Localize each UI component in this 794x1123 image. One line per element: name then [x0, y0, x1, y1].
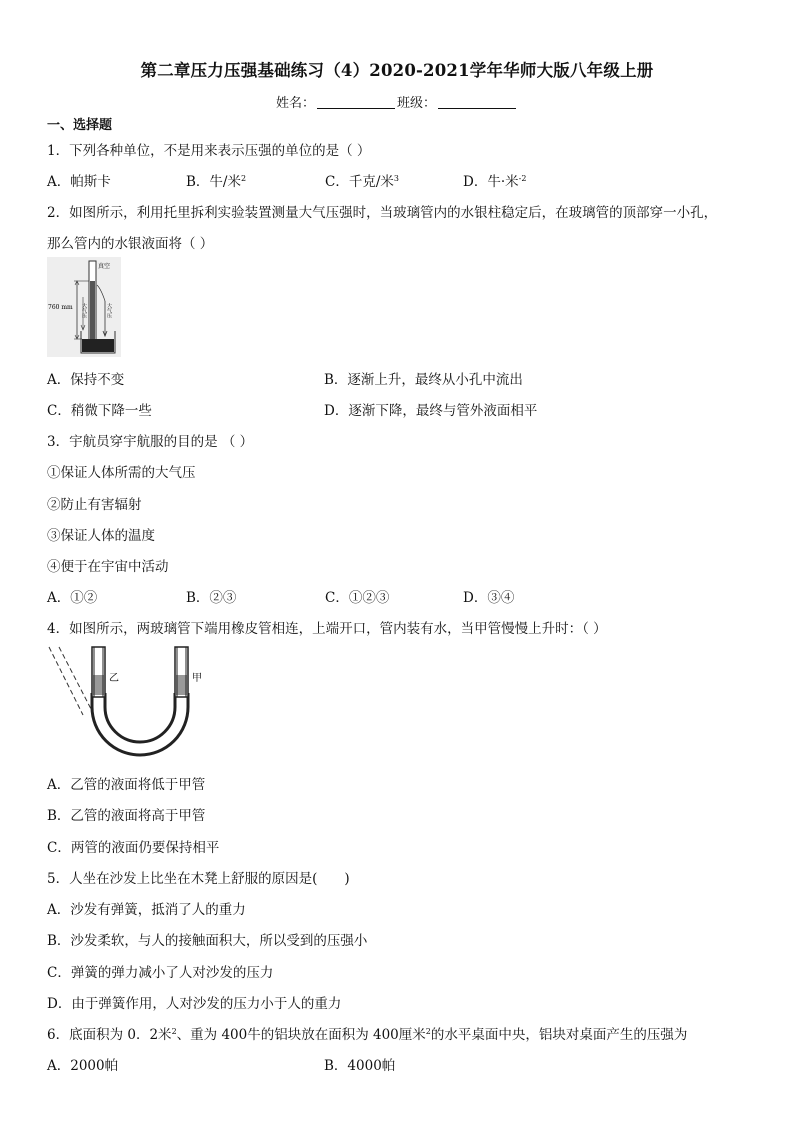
- q3-item-1: ①保证人体所需的大气压: [47, 465, 196, 481]
- fig-right-pressure-label: 大气压: [106, 303, 112, 318]
- q6-stem: 6．底面积为 0．2米$^2$、重为 400牛的铝块放在面积为 400厘米$^2$的水平桌面中央，铝块对桌面产生的压强为: [47, 1027, 688, 1043]
- torricelli-figure: [47, 257, 121, 357]
- fig-left-pressure-label: 大气压: [81, 303, 87, 318]
- q2-stem-line1: 2．如图所示，利用托里拆利实验装置测量大气压强时，当玻璃管内的水银柱稳定后，在玻璃管的顶部穿一小孔，: [47, 205, 718, 221]
- q2-stem-line2: 那么管内的水银液面将（ ）: [47, 236, 214, 252]
- q2-option-b: B．逐渐上升，最终从小孔中流出: [324, 372, 523, 388]
- q4-option-b: B．乙管的液面将高于甲管: [47, 808, 206, 824]
- class-blank[interactable]: [438, 96, 516, 109]
- q6-option-b: B．4000帕: [324, 1058, 396, 1074]
- q5-stem: 5．人坐在沙发上比坐在木凳上舒服的原因是( ): [47, 871, 350, 887]
- q3-option-b: B．②③: [186, 590, 237, 606]
- q4-option-c: C．两管的液面仍要保持相平: [47, 840, 220, 856]
- q1-option-a: A．帕斯卡: [47, 174, 111, 190]
- q3-stem: 3．宇航员穿宇航服的目的是 （ ）: [47, 434, 254, 450]
- q5-option-b: B．沙发柔软，与人的接触面积大，所以受到的压强小: [47, 933, 368, 949]
- q5-option-a: A．沙发有弹簧，抵消了人的重力: [47, 902, 246, 918]
- q3-item-2: ②防止有害辐射: [47, 497, 142, 513]
- page-title: 第二章压力压强基础练习（4）2020-2021学年华师大版八年级上册: [140, 61, 654, 80]
- q1-option-d: D．牛·米$^{-2}$: [463, 174, 527, 190]
- fig-vacuum-label: 真空: [98, 263, 111, 270]
- q2-option-c: C．稍微下降一些: [47, 403, 152, 419]
- fig-tube-yi-label: 乙: [109, 673, 119, 684]
- section-title: 一、选择题: [47, 118, 113, 133]
- q2-option-a: A．保持不变: [47, 372, 125, 388]
- q3-item-3: ③保证人体的温度: [47, 528, 155, 544]
- class-label: 班级：: [397, 96, 437, 111]
- q4-option-a: A．乙管的液面将低于甲管: [47, 777, 206, 793]
- q3-option-a: A．①②: [47, 590, 98, 606]
- name-label: 姓名：: [275, 96, 315, 111]
- q2-option-d: D．逐渐下降，最终与管外液面相平: [324, 403, 538, 419]
- q5-option-c: C．弹簧的弹力减小了人对沙发的压力: [47, 965, 274, 981]
- q1-stem: 1．下列各种单位，不是用来表示压强的单位的是（ ）: [47, 143, 371, 159]
- q4-stem: 4．如图所示，两玻璃管下端用橡皮管相连，上端开口，管内装有水，当甲管慢慢上升时：（ ）: [47, 621, 607, 637]
- q1-option-c: C．千克/米$^3$: [325, 174, 399, 190]
- q3-option-c: C．①②③: [325, 590, 390, 606]
- q6-option-a: A．2000帕: [47, 1058, 119, 1074]
- fig-tube-jia-label: 甲: [192, 673, 202, 684]
- student-info-line: [0, 92, 794, 111]
- fig-height-label: 760 mm: [48, 304, 73, 311]
- u-tube-figure: [47, 645, 217, 763]
- q3-item-4: ④便于在宇宙中活动: [47, 559, 169, 575]
- q5-option-d: D．由于弹簧作用，人对沙发的压力小于人的重力: [47, 996, 342, 1012]
- q1-option-b: B．牛/米$^2$: [186, 174, 247, 190]
- name-blank[interactable]: [317, 96, 395, 109]
- q3-option-d: D．③④: [463, 590, 515, 606]
